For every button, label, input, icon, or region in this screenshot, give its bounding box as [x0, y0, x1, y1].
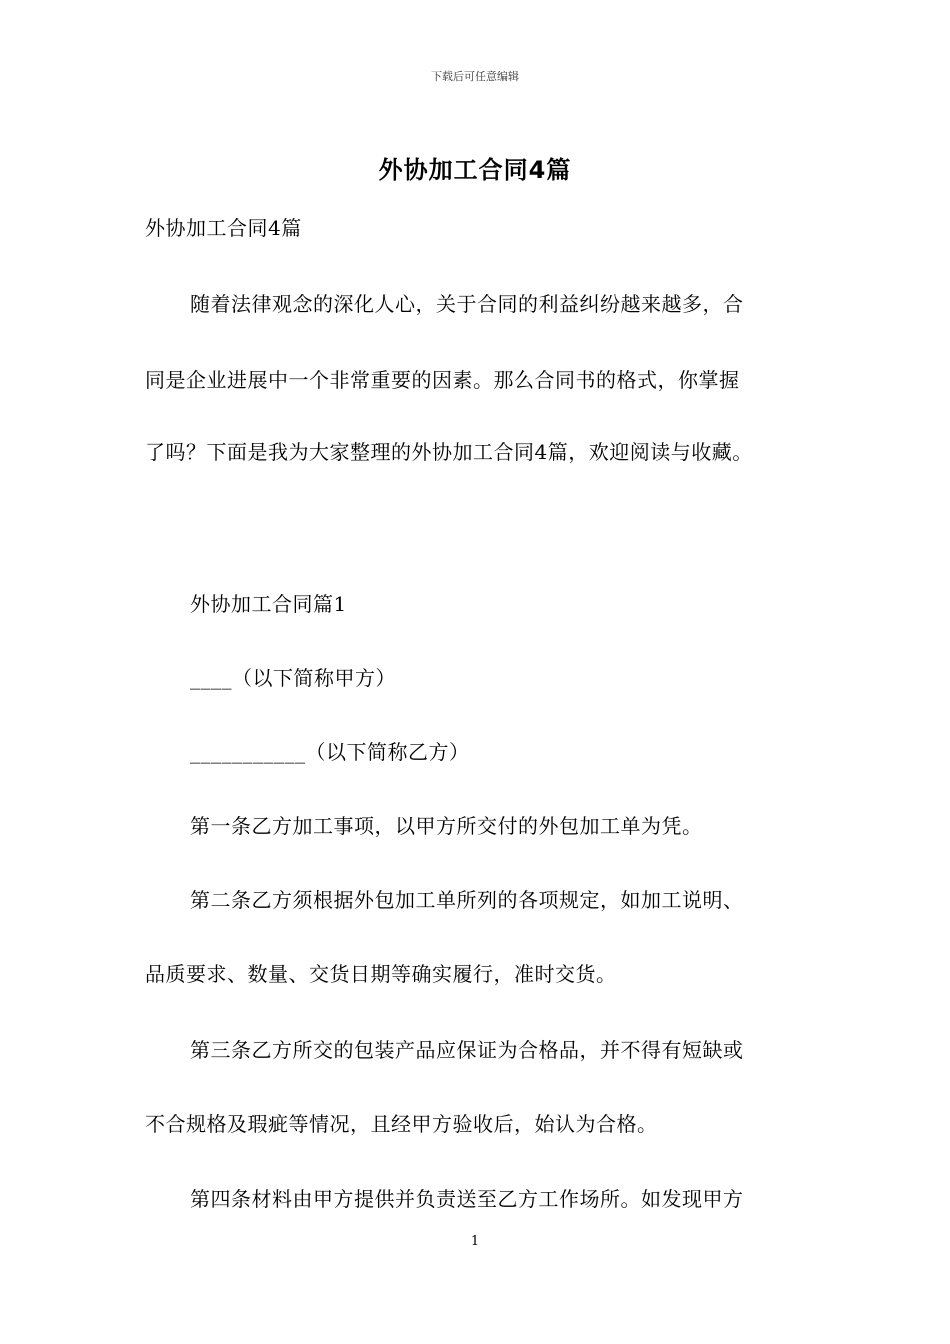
clause-3-line-2: 不合规格及瑕疵等情况，且经甲方验收后，始认为合格。 — [145, 1112, 658, 1136]
intro-line-1: 随着法律观念的深化人心，关于合同的利益纠纷越来越多，合 — [190, 292, 744, 316]
party-b-line: ___________（以下简称乙方） — [190, 740, 470, 764]
clause-3-line-1: 第三条乙方所交的包装产品应保证为合格品，并不得有短缺或 — [190, 1038, 744, 1062]
header-note: 下载后可任意编辑 — [431, 70, 519, 83]
clause-1: 第一条乙方加工事项，以甲方所交付的外包加工单为凭。 — [190, 814, 703, 838]
party-a-line: ____（以下简称甲方） — [190, 666, 396, 690]
document-title: 外协加工合同4篇 — [378, 156, 572, 184]
clause-2-line-2: 品质要求、数量、交货日期等确实履行，准时交货。 — [145, 962, 617, 986]
document-subtitle: 外协加工合同4篇 — [145, 216, 302, 240]
intro-line-2: 同是企业进展中一个非常重要的因素。那么合同书的格式，你掌握 — [145, 368, 740, 392]
page-number: 1 — [470, 1234, 480, 1249]
clause-2-line-1: 第二条乙方须根据外包加工单所列的各项规定，如加工说明、 — [190, 888, 744, 912]
section-heading: 外协加工合同篇1 — [190, 592, 347, 616]
intro-line-3: 了吗？下面是我为大家整理的外协加工合同4篇，欢迎阅读与收藏。 — [145, 440, 753, 464]
clause-4-line-1: 第四条材料由甲方提供并负责送至乙方工作场所。如发现甲方 — [190, 1187, 744, 1211]
